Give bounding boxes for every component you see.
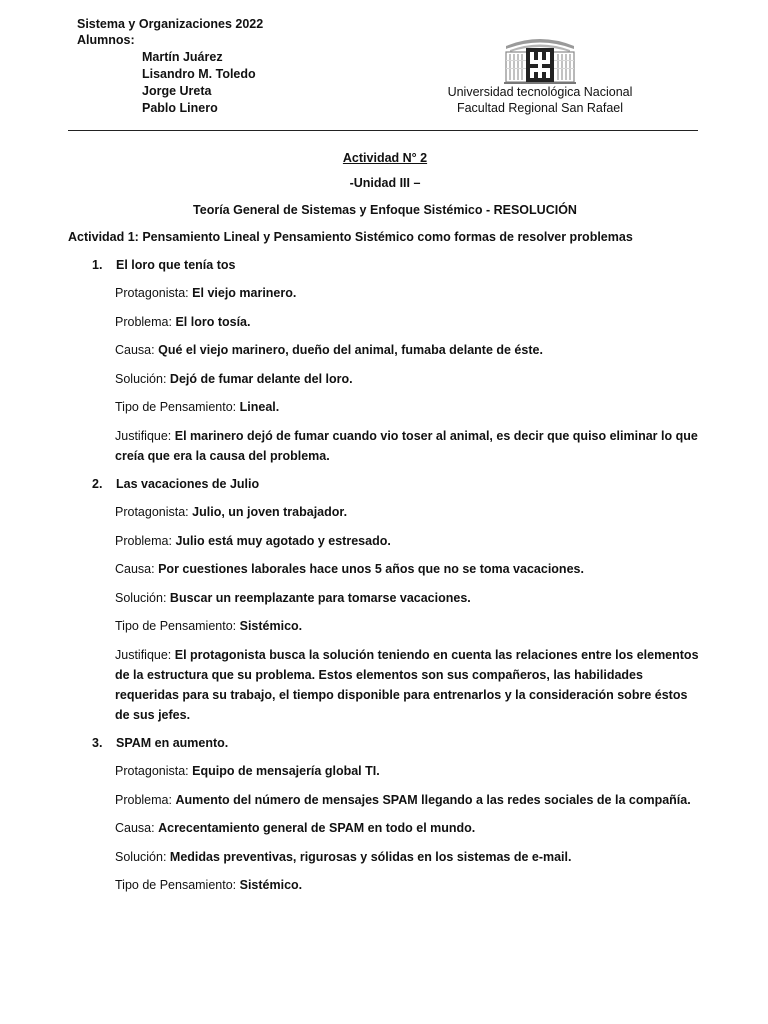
field-problema — [115, 790, 702, 819]
students-list — [142, 49, 256, 117]
students-label: Alumnos: — [77, 33, 135, 47]
case-title — [68, 255, 702, 283]
field-value: Julio está muy agotado y estresado. — [175, 533, 391, 548]
field-label: Protagonista: — [115, 505, 189, 519]
field-label: Problema: — [115, 533, 172, 548]
field-label: Tipo de Pensamiento: — [115, 619, 237, 633]
field-problema — [115, 312, 702, 341]
field-value: El marinero dejó de fumar cuando vio toser al animal, es decir que quiso eliminar lo que creía que era la causa del problema. — [115, 428, 698, 463]
field-label: Solución: — [115, 849, 167, 864]
field-value: Equipo de mensajería global TI. — [192, 764, 380, 778]
case-number: 1. — [92, 258, 103, 272]
field-solucion — [115, 588, 702, 617]
topic-heading: Teoría General de Sistemas y Enfoque Sistémico - RESOLUCIÓN — [193, 203, 577, 217]
field-label: Problema: — [115, 314, 172, 329]
field-label: Problema: — [115, 792, 172, 807]
field-value: Sistémico. — [239, 878, 303, 892]
field-value: El loro tosía. — [175, 314, 251, 329]
case-number: 3. — [92, 736, 103, 750]
field-value: Julio, un joven trabajador. — [192, 505, 348, 519]
field-value: Qué el viejo marinero, dueño del animal, fumaba delante de éste. — [158, 343, 543, 357]
document-body — [68, 148, 702, 904]
field-justifique — [115, 426, 702, 475]
field-label: Tipo de Pensamiento: — [115, 878, 237, 892]
university-block — [420, 84, 660, 116]
field-value: Acrecentamiento general de SPAM en todo el mundo. — [158, 821, 476, 835]
field-value: El viejo marinero. — [192, 286, 297, 300]
field-value: Lineal. — [239, 400, 280, 414]
case-title-text: El loro que tenía tos — [116, 258, 236, 272]
field-value: Aumento del número de mensajes SPAM llegando a las redes sociales de la compañía. — [175, 792, 691, 807]
unit-subtitle: -Unidad III – — [349, 176, 421, 190]
field-value: Dejó de fumar delante del loro. — [169, 371, 353, 386]
field-justifique — [115, 645, 702, 734]
field-tipo — [115, 616, 702, 645]
field-protagonista — [115, 761, 702, 790]
student-name: Pablo Linero — [142, 101, 218, 115]
case-title-text: SPAM en aumento. — [116, 736, 229, 750]
field-label: Causa: — [115, 343, 155, 357]
field-problema — [115, 531, 702, 560]
field-protagonista — [115, 502, 702, 531]
field-label: Tipo de Pensamiento: — [115, 400, 237, 414]
case-title — [68, 733, 702, 761]
field-causa — [115, 340, 702, 369]
field-protagonista — [115, 283, 702, 312]
field-value: Por cuestiones laborales hace unos 5 años que no se toma vacaciones. — [158, 562, 584, 576]
field-label: Solución: — [115, 371, 167, 386]
case-item — [68, 733, 702, 904]
field-value: Buscar un reemplazante para tomarse vacaciones. — [169, 590, 471, 605]
faculty-name: Facultad Regional San Rafael — [456, 101, 624, 115]
activity-heading: Actividad 1: Pensamiento Lineal y Pensamiento Sistémico como formas de resolver problemas — [68, 230, 633, 244]
field-solucion — [115, 847, 702, 876]
field-label: Solución: — [115, 590, 167, 605]
field-label: Causa: — [115, 562, 155, 576]
case-item — [68, 255, 702, 474]
student-name: Jorge Ureta — [142, 84, 212, 98]
case-title — [68, 474, 702, 502]
field-label: Justifique: — [115, 428, 172, 443]
field-tipo — [115, 875, 702, 904]
field-causa — [115, 559, 702, 588]
field-label: Justifique: — [115, 647, 172, 662]
case-title-text: Las vacaciones de Julio — [116, 477, 260, 491]
field-tipo — [115, 397, 702, 426]
field-causa — [115, 818, 702, 847]
utn-logo-icon — [502, 34, 578, 86]
student-name: Martín Juárez — [142, 50, 223, 64]
field-value: Sistémico. — [239, 619, 303, 633]
student-name: Lisandro M. Toledo — [142, 67, 256, 81]
case-item — [68, 474, 702, 733]
activity-title: Actividad N° 2 — [342, 151, 428, 165]
field-label: Protagonista: — [115, 286, 189, 300]
header-divider — [68, 130, 698, 131]
university-name: Universidad tecnológica Nacional — [447, 85, 633, 99]
field-value: Medidas preventivas, rigurosas y sólidas en los sistemas de e-mail. — [169, 849, 572, 864]
case-number: 2. — [92, 477, 103, 491]
field-solucion — [115, 369, 702, 398]
field-label: Protagonista: — [115, 764, 189, 778]
field-value: El protagonista busca la solución teniendo en cuenta las relaciones entre los elementos de la estructura que su problema. Estos elementos son sus compañeros, las habilidades requeridas para su trabajo, el tiempo disponible para entrenarlos y la consideración sobre éstos de sus jefes. — [115, 647, 699, 722]
field-label: Causa: — [115, 821, 155, 835]
document-header — [0, 0, 768, 132]
course-name: Sistema y Organizaciones 2022 — [77, 17, 264, 31]
